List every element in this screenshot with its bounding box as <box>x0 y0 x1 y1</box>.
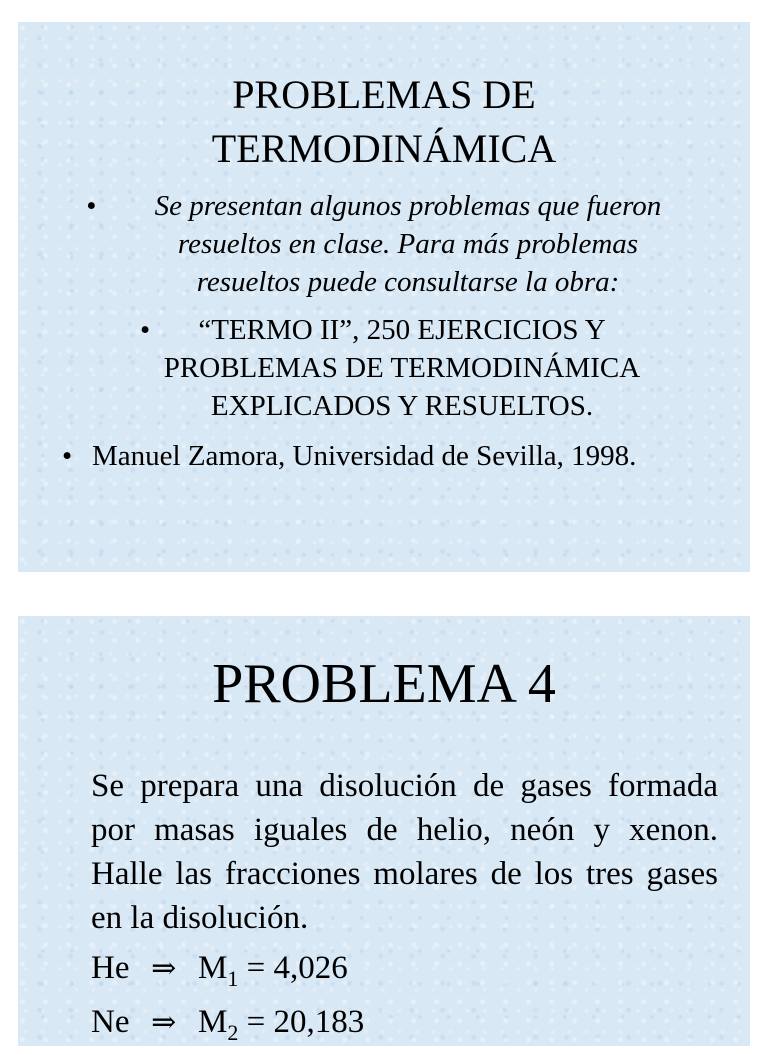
bullet-line: Se presentan algunos problemas que fueron <box>154 190 662 222</box>
element-symbol: Ne <box>91 1004 130 1040</box>
slide-2 <box>18 616 750 1046</box>
bullet-item-intro <box>62 187 722 301</box>
molar-mass-symbol: M <box>197 1004 228 1040</box>
molar-mass-subscript: 2 <box>227 1020 239 1045</box>
bullet-marker: • <box>140 314 151 346</box>
equation-helium <box>91 946 348 1001</box>
molar-mass-subscript: 1 <box>227 966 239 991</box>
bullet-line: PROBLEMAS DE TERMODINÁMICA <box>163 352 641 384</box>
bullet-marker: • <box>62 440 73 472</box>
bullet-item-book <box>62 311 722 425</box>
title-line-2: TERMODINÁMICA <box>211 126 557 171</box>
slide-1 <box>18 22 750 572</box>
slide-2-title: PROBLEMA 4 <box>212 653 556 715</box>
bullet-line: resueltos en clase. Para más problemas <box>177 228 639 260</box>
problem-statement: Se prepara una disolución de gases formada por masas iguales de helio, neón y xenon. Halle las fracciones molares de los tres gases en la disolución. <box>91 768 718 936</box>
bullet-item-author <box>62 437 722 475</box>
molar-mass-value: = 4,026 <box>246 950 348 986</box>
bullet-line: resueltos puede consultarse la obra: <box>196 266 620 298</box>
bullet-line: EXPLICADOS Y RESUELTOS. <box>210 390 594 422</box>
title-line-1: PROBLEMAS DE <box>232 72 536 117</box>
implies-arrow-icon: ⇒ <box>151 1006 177 1039</box>
molar-mass-symbol: M <box>197 950 228 986</box>
slide-1-title <box>18 68 750 176</box>
bullet-marker: • <box>86 190 97 222</box>
molar-mass-value: = 20,183 <box>246 1004 365 1040</box>
bullet-line: Manuel Zamora, Universidad de Sevilla, 1998. <box>92 440 637 472</box>
equation-neon <box>91 1000 364 1055</box>
element-symbol: He <box>91 950 130 986</box>
bullet-line: “TERMO II”, 250 EJERCICIOS Y <box>198 314 606 346</box>
bullet-list <box>62 187 722 475</box>
implies-arrow-icon: ⇒ <box>151 952 177 985</box>
